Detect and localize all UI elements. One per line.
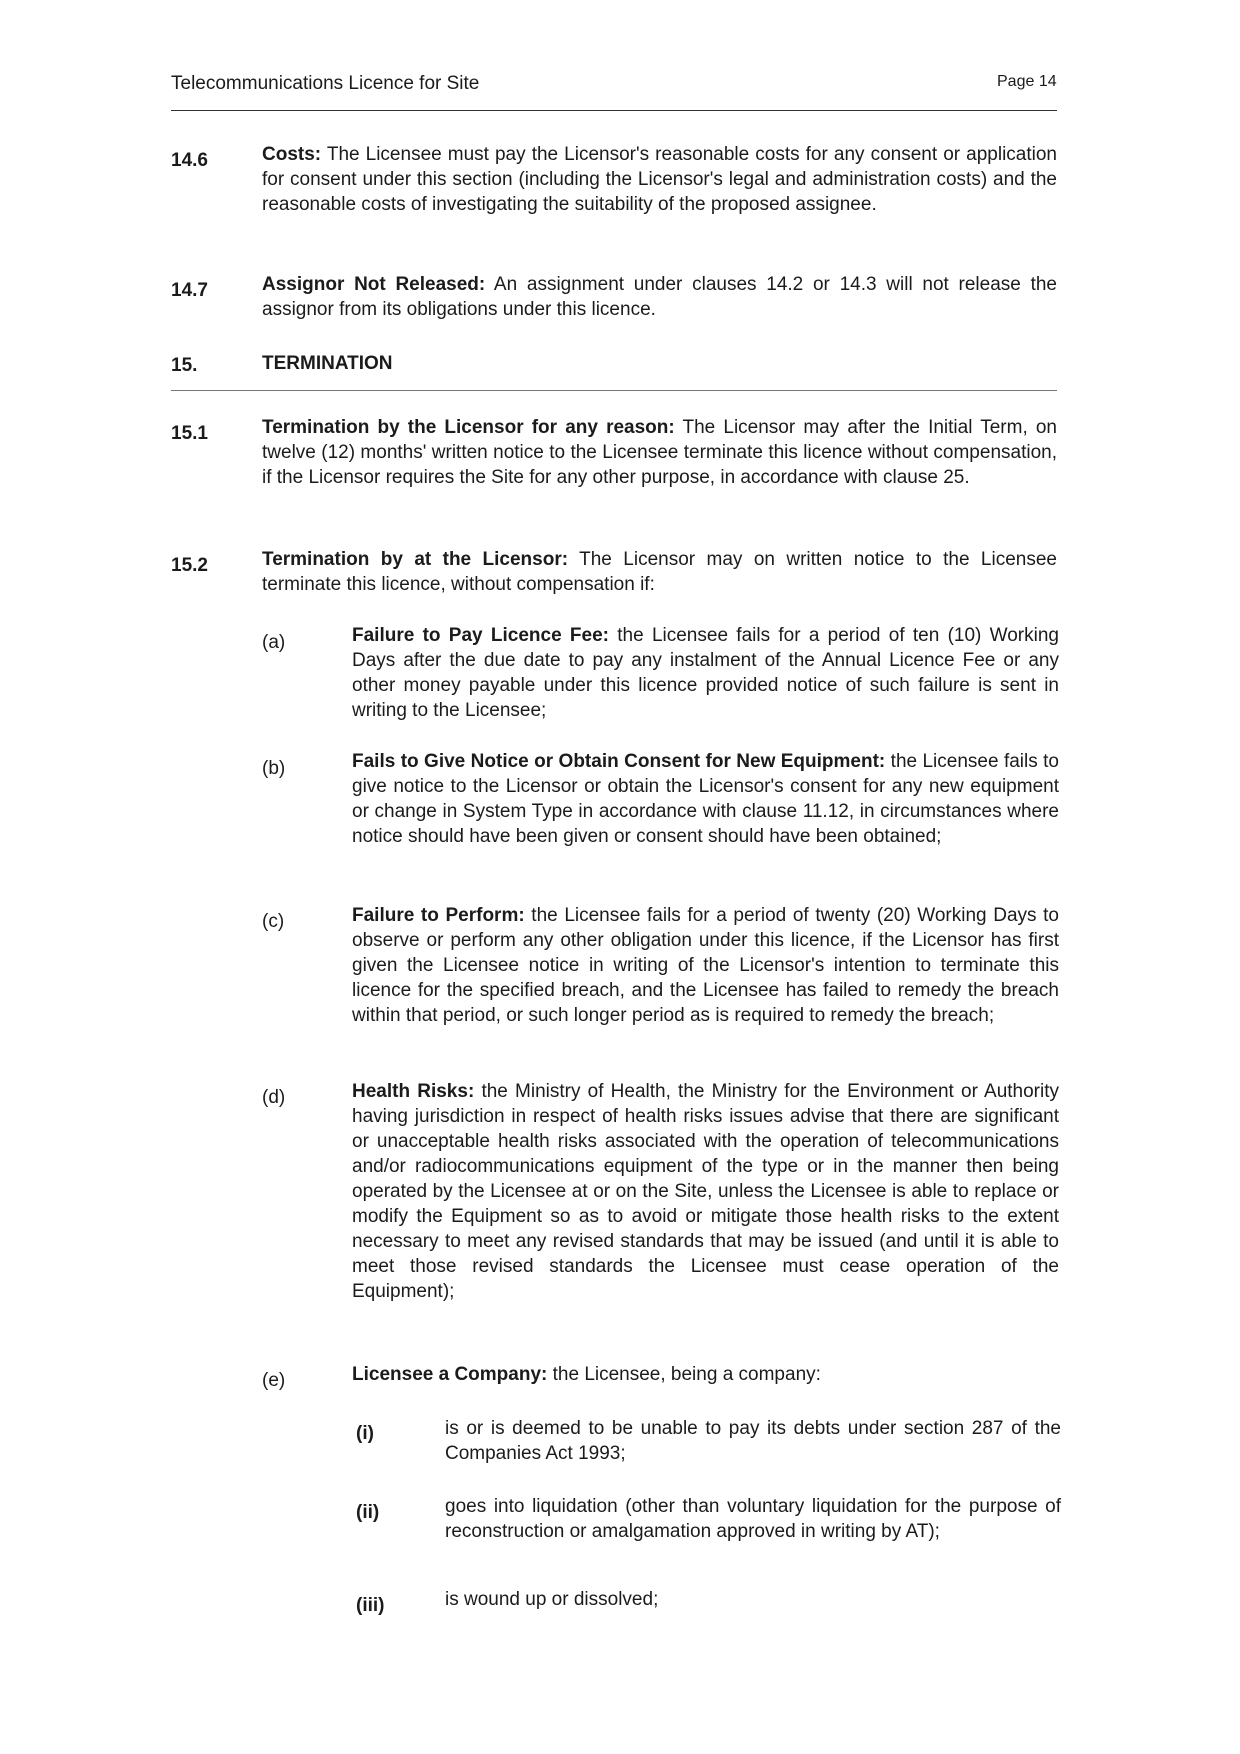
subclause-heading: Failure to Pay Licence Fee: bbox=[352, 625, 609, 646]
subclause-c bbox=[352, 903, 1059, 1028]
clause-number-14-7: 14.7 bbox=[171, 280, 208, 301]
page-number: Page 14 bbox=[997, 73, 1057, 90]
clause-heading: Termination by at the Licensor: bbox=[262, 549, 569, 570]
item-ii: goes into liquidation (other than voluntary liquidation for the purpose of reconstruction or amalgamation approved in writing by AT); bbox=[445, 1496, 1061, 1542]
subclause-text: the Licensee fails for a period of twenty (20) Working Days to observe or perform any other obligation under this licence, if the Licensor has first given the Licensee notice in writing of the Licensor's intention to terminate this licence for the specified breach, and the Licensee has failed to remedy the breach within that period, or such longer period as is required to remedy the breach; bbox=[352, 905, 1059, 1026]
clause-15-2 bbox=[262, 547, 1057, 597]
clause-15-1 bbox=[262, 415, 1057, 490]
clause-text: An assignment under clauses 14.2 or 14.3 will not release the assignor from its obligations under this licence. bbox=[262, 274, 1057, 320]
subclause-d bbox=[352, 1079, 1059, 1304]
subclause-heading: Fails to Give Notice or Obtain Consent for New Equipment: bbox=[352, 751, 886, 772]
subclause-label-d: (d) bbox=[262, 1087, 286, 1108]
clause-heading: Termination by the Licensor for any reason: bbox=[262, 417, 675, 438]
clause-heading: Assignor Not Released: bbox=[262, 274, 486, 295]
subclause-b bbox=[352, 749, 1059, 849]
item-label-i: (i) bbox=[356, 1423, 374, 1444]
clause-text: The Licensee must pay the Licensor's reasonable costs for any consent or application for consent under this section (including the Licensor's legal and administration costs) and the reasonable costs of investigating the suitability of the proposed assignee. bbox=[262, 144, 1057, 215]
clause-number-15-2: 15.2 bbox=[171, 555, 208, 576]
running-header-title: Telecommunications Licence for Site bbox=[171, 73, 480, 94]
subclause-e bbox=[352, 1362, 1059, 1387]
subclause-text: the Licensee fails to give notice to the Licensor or obtain the Licensor's consent for any new equipment or change in System Type in accordance with clause 11.12, in circumstances where notice should have been given or consent should have been obtained; bbox=[352, 751, 1060, 847]
item-label-ii: (ii) bbox=[356, 1502, 380, 1523]
subclause-heading: Failure to Perform: bbox=[352, 905, 525, 926]
clause-number-14-6: 14.6 bbox=[171, 150, 208, 171]
clause-text: The Licensor may on written notice to the Licensee terminate this licence, without compensation if: bbox=[262, 549, 1057, 595]
clause-14-6 bbox=[262, 142, 1057, 217]
item-label-iii: (iii) bbox=[356, 1595, 385, 1616]
subclause-text: the Licensee, being a company: bbox=[547, 1364, 821, 1385]
item-iii: is wound up or dissolved; bbox=[445, 1589, 659, 1610]
subclause-label-e: (e) bbox=[262, 1370, 286, 1391]
subclause-label-a: (a) bbox=[262, 632, 286, 653]
subclause-heading: Licensee a Company: bbox=[352, 1364, 548, 1385]
clause-heading: Costs: bbox=[262, 144, 322, 165]
section-divider bbox=[171, 390, 1057, 391]
subclause-label-c: (c) bbox=[262, 911, 285, 932]
header-divider bbox=[171, 110, 1057, 111]
item-i: is or is deemed to be unable to pay its debts under section 287 of the Companies Act 1993; bbox=[445, 1418, 1061, 1464]
section-number-15: 15. bbox=[171, 355, 198, 376]
subclause-text: the Ministry of Health, the Ministry for the Environment or Authority having jurisdiction in respect of health risks issues advise that there are significant or unacceptable health risks associated with the operation of telecommunications and/or radiocommunications equipment of the type or in the manner then being operated by the Licensee at or on the Site, unless the Licensee is able to replace or modify the Equipment so as to avoid or mitigate those health risks to the extent necessary to meet any revised standards that may be issued (and until it is able to meet those revised standards the Licensee must cease operation of the Equipment); bbox=[352, 1081, 1060, 1302]
clause-14-7 bbox=[262, 272, 1057, 322]
subclause-heading: Health Risks: bbox=[352, 1081, 475, 1102]
subclause-a bbox=[352, 623, 1059, 723]
clause-number-15-1: 15.1 bbox=[171, 423, 208, 444]
section-title-termination: TERMINATION bbox=[262, 353, 393, 374]
subclause-text: the Licensee fails for a period of ten (10) Working Days after the due date to pay any instalment of the Annual Licence Fee or any other money payable under this licence provided notice of such failure is sent in writing to the Licensee; bbox=[352, 625, 1059, 721]
subclause-label-b: (b) bbox=[262, 758, 286, 779]
clause-text: The Licensor may after the Initial Term, on twelve (12) months' written notice to the Licensee terminate this licence without compensation, if the Licensor requires the Site for any other purpose, in accordance with clause 25. bbox=[262, 417, 1057, 488]
